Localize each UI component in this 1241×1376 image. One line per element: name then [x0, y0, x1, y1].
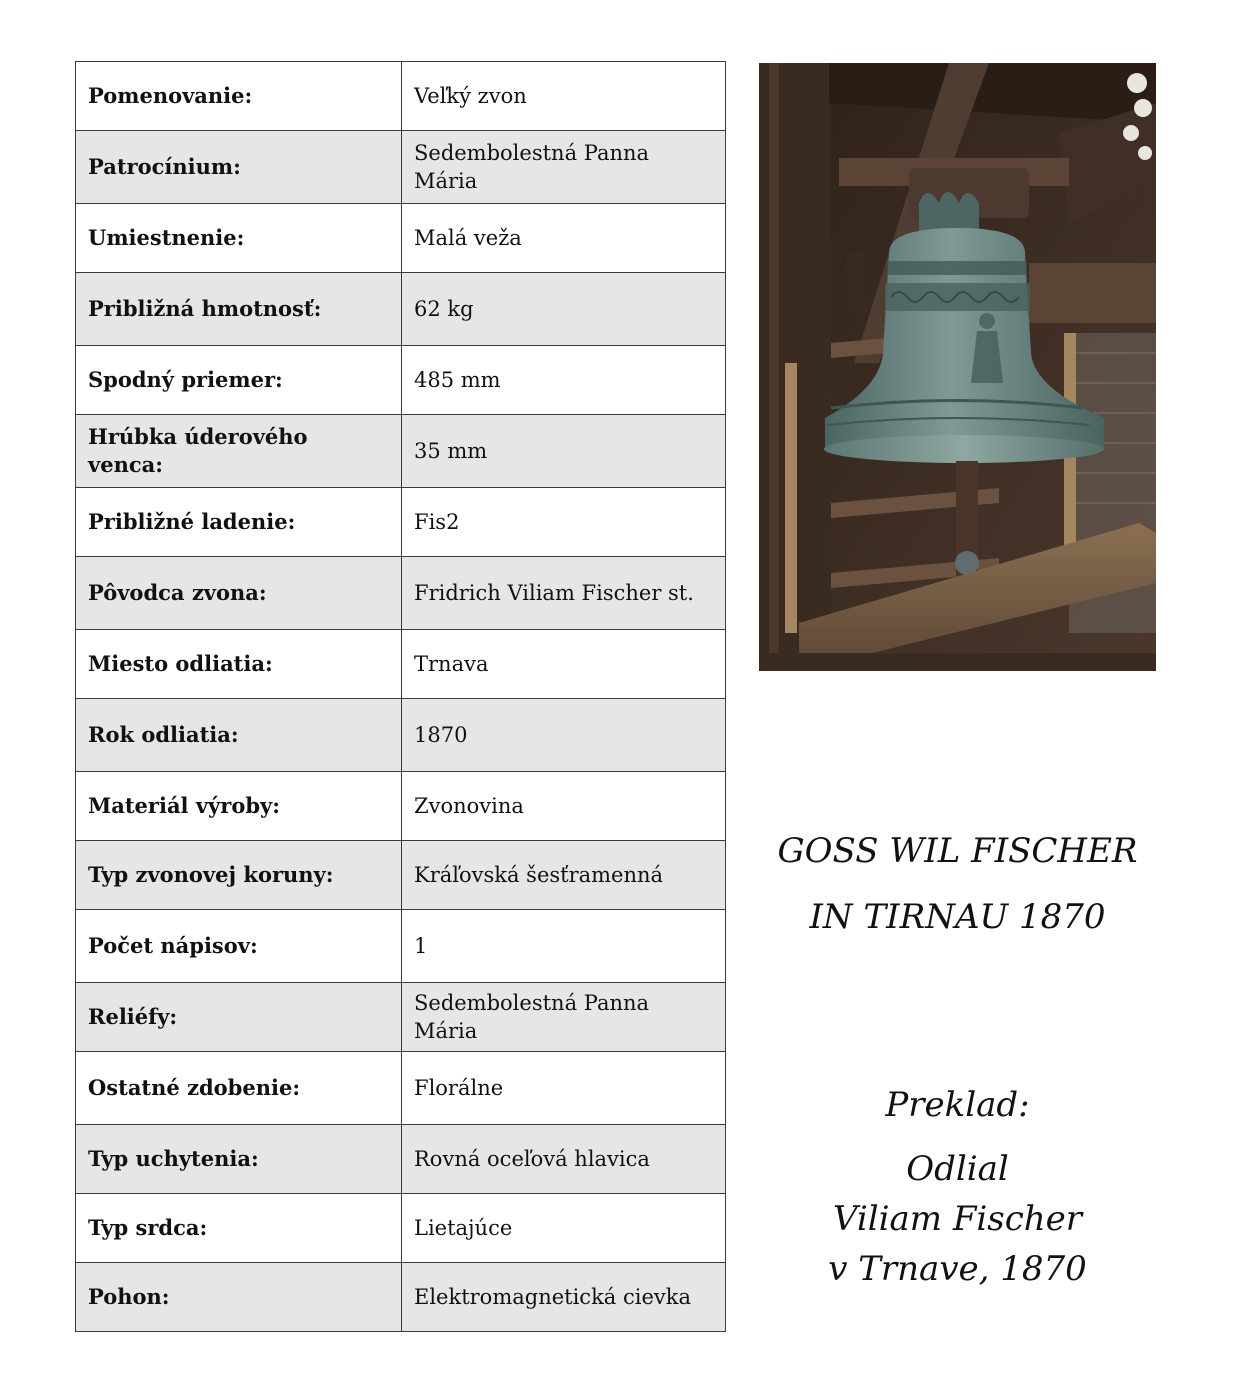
row-value: Elektromagnetická cievka [402, 1263, 726, 1332]
inscription-text [759, 818, 1156, 950]
table-row [76, 841, 726, 910]
row-value: Florálne [402, 1052, 726, 1125]
table-row [76, 273, 726, 346]
row-value: Veľký zvon [402, 62, 726, 131]
row-value: Trnava [402, 630, 726, 699]
row-label: Miesto odliatia: [76, 630, 402, 699]
bell-photo-illustration [759, 63, 1156, 671]
table-row [76, 1194, 726, 1263]
table-row [76, 983, 726, 1052]
row-value: 35 mm [402, 415, 726, 488]
row-label: Približná hmotnosť: [76, 273, 402, 346]
table-row [76, 346, 726, 415]
row-value: Lietajúce [402, 1194, 726, 1263]
translation-block [759, 1080, 1156, 1294]
row-label: Typ uchytenia: [76, 1125, 402, 1194]
table-row [76, 1052, 726, 1125]
table-row [76, 204, 726, 273]
bell-info-table [75, 61, 726, 1332]
row-label: Hrúbka úderového venca: [76, 415, 402, 488]
table-row [76, 1263, 726, 1332]
table-row [76, 131, 726, 204]
row-label: Umiestnenie: [76, 204, 402, 273]
row-label: Pohon: [76, 1263, 402, 1332]
table-row [76, 415, 726, 488]
row-label: Typ srdca: [76, 1194, 402, 1263]
row-label: Reliéfy: [76, 983, 402, 1052]
row-label: Materiál výroby: [76, 772, 402, 841]
table-row [76, 699, 726, 772]
row-value: Sedembolestná Panna Mária [402, 131, 726, 204]
row-value: Malá veža [402, 204, 726, 273]
bell-photo [759, 63, 1156, 671]
table-row [76, 630, 726, 699]
table-row [76, 910, 726, 983]
row-value: Fridrich Viliam Fischer st. [402, 557, 726, 630]
row-label: Spodný priemer: [76, 346, 402, 415]
translation-line-1: Odlial [906, 1149, 1009, 1189]
table-row [76, 1125, 726, 1194]
row-value: 1 [402, 910, 726, 983]
inscription-line-1: GOSS WIL FISCHER [777, 831, 1138, 871]
translation-heading: Preklad: [885, 1085, 1030, 1125]
inscription-line-2: IN TIRNAU 1870 [809, 897, 1106, 937]
translation-line-3: v Trnave, 1870 [828, 1249, 1087, 1289]
row-label: Patrocínium: [76, 131, 402, 204]
row-value: Rovná oceľová hlavica [402, 1125, 726, 1194]
row-label: Počet nápisov: [76, 910, 402, 983]
row-value: Kráľovská šesťramenná [402, 841, 726, 910]
row-label: Typ zvonovej koruny: [76, 841, 402, 910]
row-value: Zvonovina [402, 772, 726, 841]
translation-line-2: Viliam Fischer [832, 1199, 1083, 1239]
table-row [76, 488, 726, 557]
row-label: Pôvodca zvona: [76, 557, 402, 630]
row-value: 485 mm [402, 346, 726, 415]
table-row [76, 557, 726, 630]
row-value: 1870 [402, 699, 726, 772]
row-label: Rok odliatia: [76, 699, 402, 772]
row-label: Ostatné zdobenie: [76, 1052, 402, 1125]
row-value: Fis2 [402, 488, 726, 557]
table-row [76, 62, 726, 131]
row-label: Pomenovanie: [76, 62, 402, 131]
row-label: Približné ladenie: [76, 488, 402, 557]
row-value: 62 kg [402, 273, 726, 346]
table-row [76, 772, 726, 841]
row-value: Sedembolestná Panna Mária [402, 983, 726, 1052]
